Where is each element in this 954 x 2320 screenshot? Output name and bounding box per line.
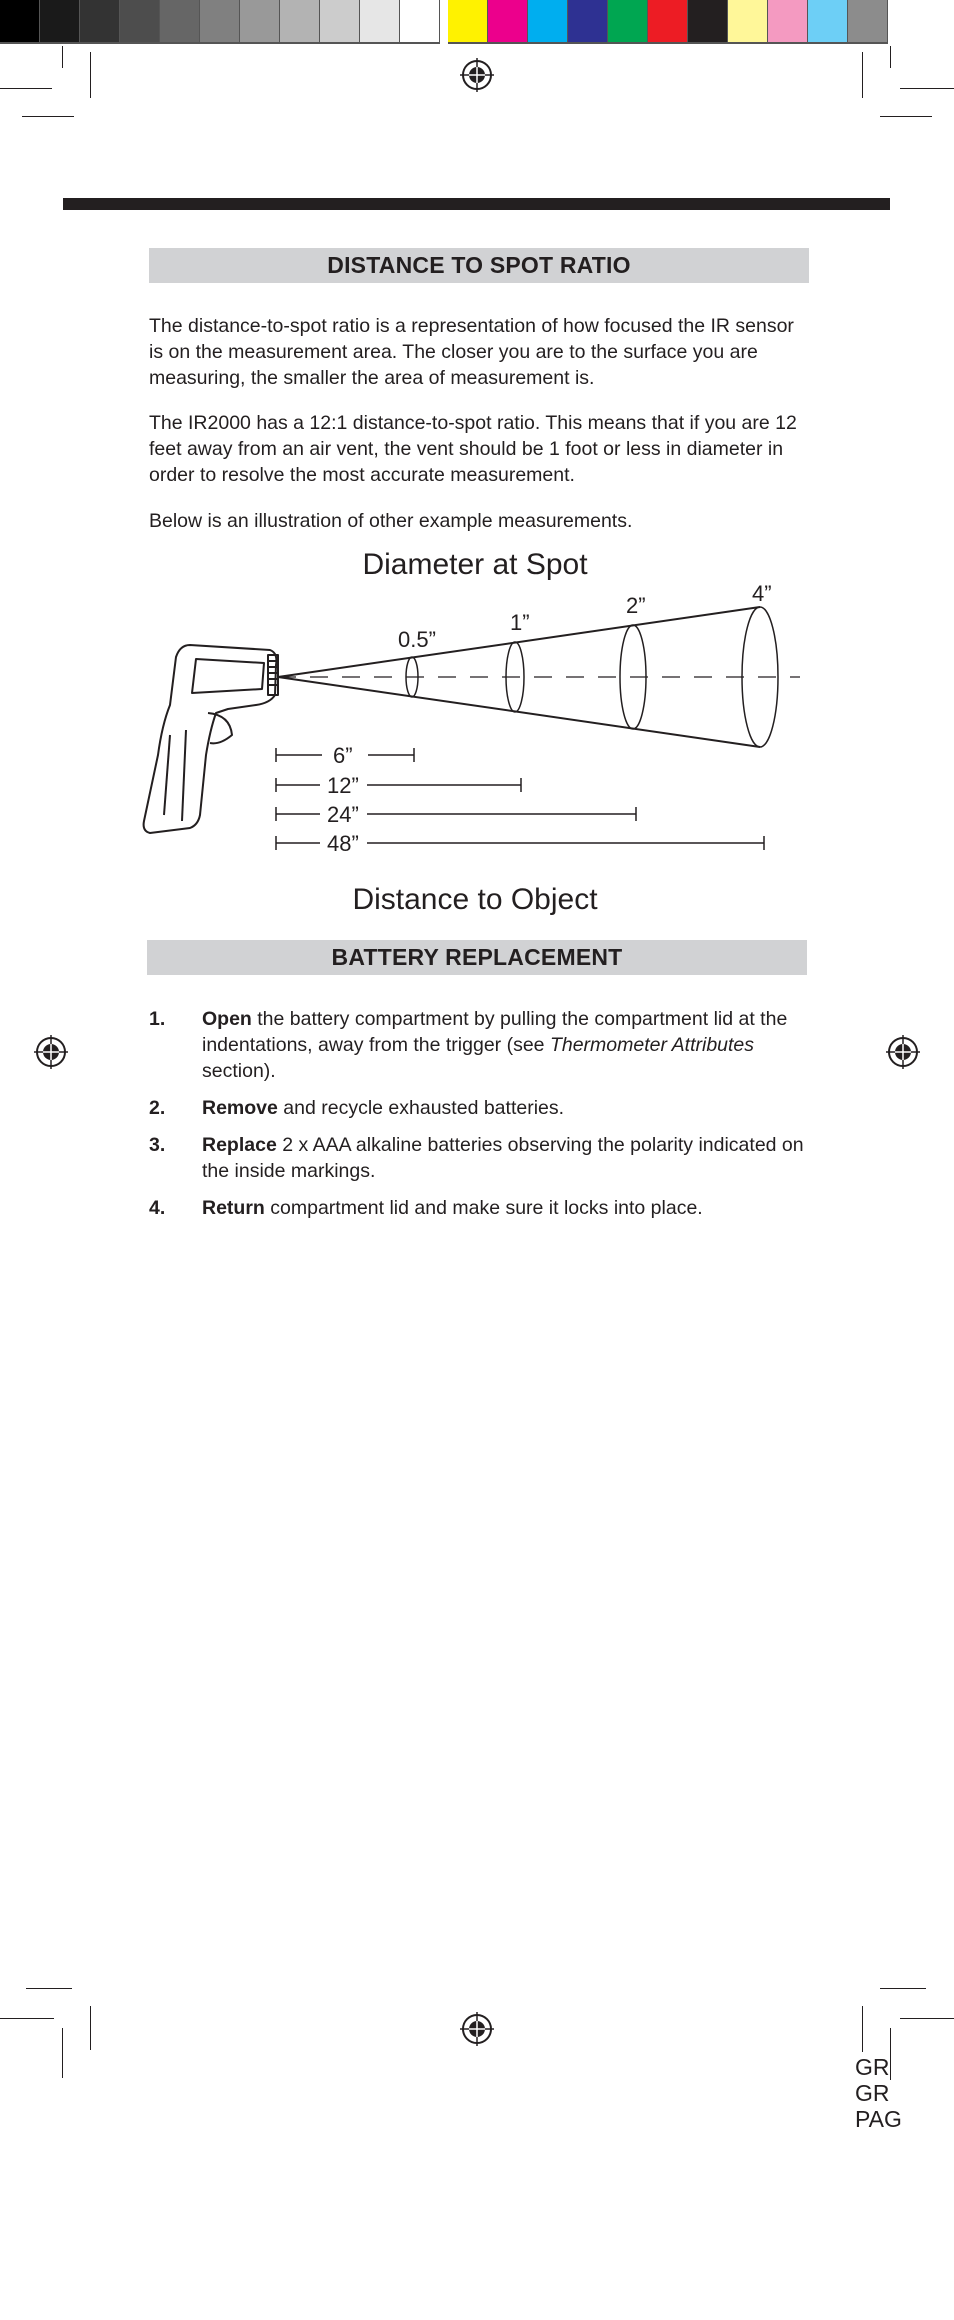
step-text: 2 x AAA alkaline batteries observing the polarity indicated on the inside markings. bbox=[202, 1134, 804, 1182]
color-swatch bbox=[808, 0, 848, 44]
color-swatch bbox=[608, 0, 648, 44]
registration-target-icon bbox=[34, 1035, 68, 1069]
distance-label-48: 48” bbox=[327, 831, 359, 856]
step-text: and recycle exhausted batteries. bbox=[277, 1097, 565, 1119]
color-swatch bbox=[120, 0, 160, 44]
color-swatch bbox=[648, 0, 688, 44]
crop-mark bbox=[0, 88, 52, 89]
distance-label-24: 24” bbox=[327, 802, 359, 827]
color-swatch bbox=[0, 0, 40, 44]
diagram-title-diameter: Diameter at Spot bbox=[362, 548, 588, 581]
step-number: 2. bbox=[149, 1097, 166, 1119]
color-swatch bbox=[688, 0, 728, 44]
crop-mark bbox=[880, 1988, 926, 1989]
spot-label-2: 2” bbox=[626, 593, 646, 618]
step-text: compartment lid and make sure it locks into place. bbox=[264, 1197, 703, 1219]
step-reference: Thermometer Attributes bbox=[549, 1034, 755, 1056]
paragraph-distance-intro: The distance-to-spot ratio is a representation of how focused the IR sensor is on the measurement area. The closer you are to the surface you are measuring, the smaller the area of measurement is. bbox=[149, 315, 794, 389]
color-swatch bbox=[40, 0, 80, 44]
color-swatch bbox=[320, 0, 360, 44]
color-swatch bbox=[768, 0, 808, 44]
crop-mark bbox=[880, 116, 932, 117]
step-action: Return bbox=[202, 1197, 265, 1219]
registration-target-icon bbox=[886, 1035, 920, 1069]
paragraph-ratio-explanation: The IR2000 has a 12:1 distance-to-spot ratio. This means that if you are 12 feet away from an air vent, the vent should be 1 foot or less in diameter in order to resolve the most accurate measurement. bbox=[149, 412, 797, 486]
header-rule bbox=[63, 198, 890, 210]
crop-mark bbox=[862, 52, 863, 98]
registration-target-icon bbox=[460, 2012, 494, 2046]
color-swatch bbox=[448, 0, 488, 44]
list-item bbox=[149, 1006, 809, 1084]
step-action: Open bbox=[202, 1008, 252, 1030]
color-swatch bbox=[160, 0, 200, 44]
step-action: Remove bbox=[202, 1097, 278, 1119]
slug-text-line: GR bbox=[855, 2080, 890, 2106]
crop-mark bbox=[26, 1988, 72, 1989]
color-swatch bbox=[568, 0, 608, 44]
crop-mark bbox=[900, 88, 954, 89]
color-calibration-bar bbox=[0, 0, 954, 44]
list-item bbox=[149, 1132, 809, 1184]
thermometer-gun-icon bbox=[144, 645, 278, 833]
spot-label-0-5: 0.5” bbox=[398, 627, 436, 652]
spot-label-1: 1” bbox=[510, 610, 530, 635]
color-swatch bbox=[280, 0, 320, 44]
crop-mark bbox=[900, 2018, 954, 2019]
crop-mark bbox=[90, 52, 91, 98]
slug-text-line: PAG bbox=[855, 2106, 902, 2132]
list-item bbox=[149, 1195, 809, 1221]
section-heading-distance-to-spot: DISTANCE TO SPOT RATIO bbox=[149, 248, 809, 283]
list-item bbox=[149, 1095, 809, 1121]
step-text-end: section). bbox=[202, 1060, 276, 1082]
step-number: 4. bbox=[149, 1197, 166, 1219]
crop-mark bbox=[890, 2028, 891, 2080]
color-swatch bbox=[488, 0, 528, 44]
distance-to-spot-diagram bbox=[140, 581, 820, 860]
crop-mark bbox=[90, 2006, 91, 2050]
distance-label-12: 12” bbox=[327, 773, 359, 798]
step-text: the battery compartment by pulling the compartment lid at the indentations, away from the trigger (see bbox=[202, 1008, 788, 1056]
spot-label-4: 4” bbox=[752, 581, 772, 606]
color-swatch bbox=[848, 0, 888, 44]
crop-mark bbox=[22, 116, 74, 117]
color-swatch bbox=[240, 0, 280, 44]
registration-target-icon bbox=[460, 58, 494, 92]
distance-label-6: 6” bbox=[333, 743, 353, 768]
color-swatch bbox=[440, 0, 448, 44]
step-number: 3. bbox=[149, 1134, 166, 1156]
step-action: Replace bbox=[202, 1134, 277, 1156]
step-number: 1. bbox=[149, 1008, 166, 1030]
slug-text-line: GR bbox=[855, 2054, 890, 2080]
color-swatch bbox=[728, 0, 768, 44]
cone-edge-bottom bbox=[278, 677, 760, 747]
section-heading-battery-replacement: BATTERY REPLACEMENT bbox=[147, 940, 807, 975]
color-swatch bbox=[400, 0, 440, 44]
color-swatch bbox=[360, 0, 400, 44]
color-swatch bbox=[528, 0, 568, 44]
paragraph-illustration-intro: Below is an illustration of other example measurements. bbox=[149, 510, 633, 532]
diagram-title-distance: Distance to Object bbox=[352, 883, 598, 916]
crop-mark bbox=[862, 2006, 863, 2052]
crop-mark bbox=[890, 46, 891, 68]
color-swatch bbox=[200, 0, 240, 44]
color-swatch bbox=[80, 0, 120, 44]
crop-mark bbox=[62, 46, 63, 68]
crop-mark bbox=[0, 2018, 54, 2019]
crop-mark bbox=[62, 2028, 63, 2078]
